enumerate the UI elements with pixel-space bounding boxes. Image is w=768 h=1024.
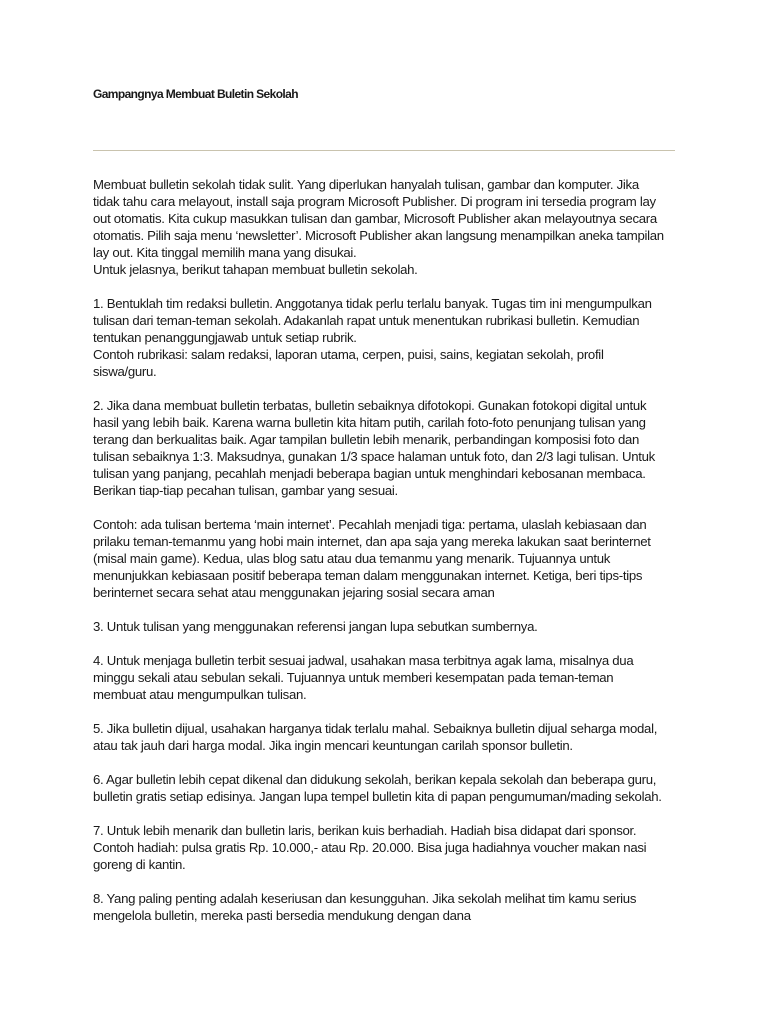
document-paragraph <box>93 397 683 499</box>
paragraph-line: Membuat bulletin sekolah tidak sulit. Yang diperlukan hanyalah tulisan, gambar dan komputer. Jika <box>93 177 639 192</box>
paragraph-line: Contoh hadiah: pulsa gratis Rp. 10.000,- atau Rp. 20.000. Bisa juga hadiahnya voucher makan nasi <box>93 840 647 855</box>
paragraph-line: Contoh rubrikasi: salam redaksi, laporan utama, cerpen, puisi, sains, kegiatan sekolah, profil <box>93 347 604 362</box>
paragraph-line: Untuk jelasnya, berikut tahapan membuat bulletin sekolah. <box>93 262 418 277</box>
paragraph-line: Berikan tiap-tiap pecahan tulisan, gambar yang sesuai. <box>93 483 398 498</box>
paragraph-line: tulisan dari teman-teman sekolah. Adakanlah rapat untuk menentukan rubrikasi bulletin. Kemudian <box>93 313 640 328</box>
paragraph-line: mengelola bulletin, mereka pasti bersedia mendukung dengan dana <box>93 908 471 923</box>
paragraph-line: tentukan penanggungjawab untuk setiap rubrik. <box>93 330 357 345</box>
paragraph-line: tidak tahu cara melayout, install saja program Microsoft Publisher. Di program ini tersedia program lay <box>93 194 656 209</box>
document-paragraph <box>93 516 683 601</box>
document-title: Gampangnya Membuat Buletin Sekolah <box>93 87 298 101</box>
paragraph-line: atau tak jauh dari harga modal. Jika ingin mencari keuntungan carilah sponsor bulletin. <box>93 738 573 753</box>
paragraph-line: tulisan sebaiknya 1:3. Maksudnya, gunakan 1/3 space halaman untuk foto, dan 2/3 lagi tulisan. Untuk <box>93 449 655 464</box>
title-divider <box>93 150 675 151</box>
paragraph-line: terang dan berkualitas baik. Agar tampilan bulletin lebih menarik, perbandingan komposisi foto dan <box>93 432 640 447</box>
paragraph-line: 2. Jika dana membuat bulletin terbatas, bulletin sebaiknya difotokopi. Gunakan fotokopi digital untuk <box>93 398 647 413</box>
paragraph-line: 8. Yang paling penting adalah keseriusan dan kesungguhan. Jika sekolah melihat tim kamu serius <box>93 891 637 906</box>
document-paragraph <box>93 295 683 380</box>
paragraph-line: siswa/guru. <box>93 364 157 379</box>
paragraph-line: 1. Bentuklah tim redaksi bulletin. Anggotanya tidak perlu terlalu banyak. Tugas tim ini mengumpulkan <box>93 296 652 311</box>
paragraph-line: prilaku teman-temanmu yang hobi main internet, dan apa saja yang mereka lakukan saat berinternet <box>93 534 651 549</box>
paragraph-line: membuat atau mengumpulkan tulisan. <box>93 687 307 702</box>
paragraph-line: 3. Untuk tulisan yang menggunakan referensi jangan lupa sebutkan sumbernya. <box>93 619 538 634</box>
document-paragraph <box>93 771 683 805</box>
paragraph-line: out otomatis. Kita cukup masukkan tulisan dan gambar, Microsoft Publisher akan melayoutnya secara <box>93 211 657 226</box>
paragraph-line: tulisan yang panjang, pecahlah menjadi beberapa bagian untuk menghindari kebosanan membaca. <box>93 466 646 481</box>
paragraph-line: 5. Jika bulletin dijual, usahakan harganya tidak terlalu mahal. Sebaiknya bulletin dijual seharga modal, <box>93 721 658 736</box>
paragraph-line: menunjukkan kebiasaan positif beberapa teman dalam menggunakan internet. Ketiga, beri tips-tips <box>93 568 643 583</box>
paragraph-line: bulletin gratis setiap edisinya. Jangan lupa tempel bulletin kita di papan pengumuman/mading sekolah. <box>93 789 662 804</box>
paragraph-line: berinternet secara sehat atau menggunakan jejaring sosial secara aman <box>93 585 495 600</box>
paragraph-line: 4. Untuk menjaga bulletin terbit sesuai jadwal, usahakan masa terbitnya agak lama, misalnya dua <box>93 653 634 668</box>
paragraph-line: (misal main game). Kedua, ulas blog satu atau dua temanmu yang menarik. Tujuannya untuk <box>93 551 611 566</box>
document-paragraph <box>93 890 683 924</box>
document-paragraph <box>93 822 683 873</box>
paragraph-line: 7. Untuk lebih menarik dan bulletin laris, berikan kuis berhadiah. Hadiah bisa didapat dari sponsor. <box>93 823 637 838</box>
document-paragraph <box>93 176 683 278</box>
paragraph-line: lay out. Kita tinggal memilih mana yang disukai. <box>93 245 357 260</box>
document-body <box>93 176 683 941</box>
document-paragraph <box>93 720 683 754</box>
paragraph-line: otomatis. Pilih saja menu ‘newsletter’. Microsoft Publisher akan langsung menampilkan aneka tampilan <box>93 228 664 243</box>
document-paragraph <box>93 652 683 703</box>
paragraph-line: minggu sekali atau sebulan sekali. Tujuannya untuk memberi kesempatan pada teman-teman <box>93 670 614 685</box>
paragraph-line: goreng di kantin. <box>93 857 186 872</box>
document-paragraph <box>93 618 683 635</box>
paragraph-line: Contoh: ada tulisan bertema ‘main internet’. Pecahlah menjadi tiga: pertama, ulaslah kebiasaan dan <box>93 517 647 532</box>
paragraph-line: hasil yang lebih baik. Karena warna bulletin kita hitam putih, carilah foto-foto penunjang tulisan yang <box>93 415 646 430</box>
paragraph-line: 6. Agar bulletin lebih cepat dikenal dan didukung sekolah, berikan kepala sekolah dan beberapa guru, <box>93 772 657 787</box>
